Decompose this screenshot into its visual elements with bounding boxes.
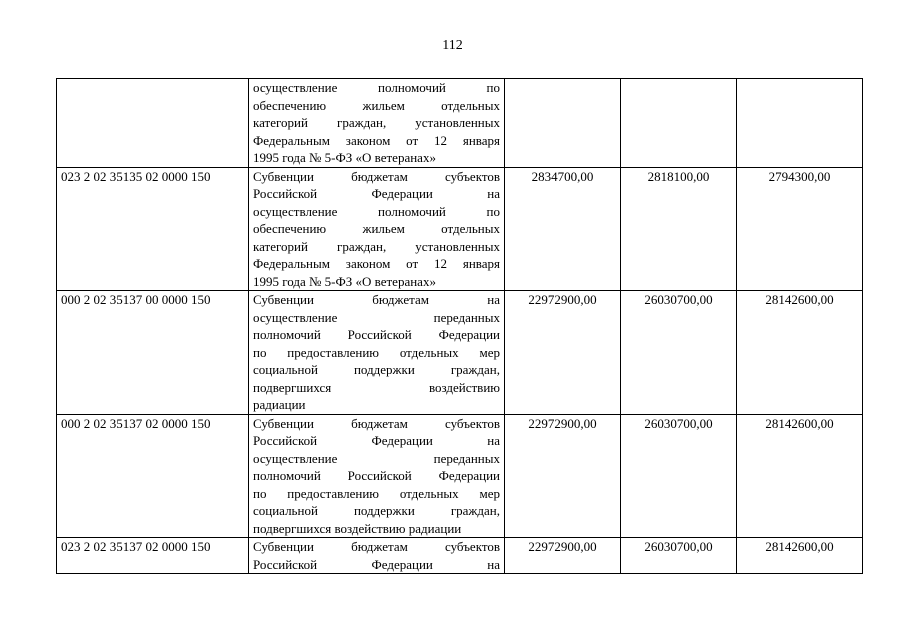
description-line: Субвенции бюджетам на (253, 292, 500, 307)
description-line: осуществление переданных (253, 309, 500, 325)
budget-code-cell: 000 2 02 35137 02 0000 150 (57, 414, 249, 538)
description-cell (249, 414, 505, 538)
table-body (57, 79, 863, 574)
description-line: Российской Федерации на (253, 186, 500, 201)
amount-year-2-cell: 2818100,00 (621, 167, 737, 291)
description-line: Субвенции бюджетам субъектов (253, 168, 500, 184)
description-line: социальной поддержки граждан, (253, 503, 500, 518)
description-line: Федеральным законом от 12 января (253, 256, 500, 271)
description-line: полномочий Российской Федерации (253, 468, 500, 483)
description-line: подвергшихся воздействию радиации (253, 520, 462, 536)
amount-year-2-cell: 26030700,00 (621, 291, 737, 415)
description-line: подвергшихся воздействию (253, 379, 500, 395)
amount-year-1-cell: 22972900,00 (505, 538, 621, 574)
description-line: осуществление переданных (253, 450, 500, 466)
table-row (57, 79, 863, 168)
amount-year-2-cell: 26030700,00 (621, 538, 737, 574)
description-line: Российской Федерации на (253, 433, 500, 448)
description-line: 1995 года № 5-ФЗ «О ветеранах» (253, 150, 436, 165)
table-row (57, 167, 863, 291)
amount-year-1-cell (505, 79, 621, 168)
description-line: обеспечению жильем отдельных (253, 97, 500, 113)
description-line: по предоставлению отдельных мер (253, 344, 500, 360)
description-line: категорий граждан, установленных (253, 115, 500, 130)
table-row (57, 538, 863, 574)
amount-year-1-cell: 2834700,00 (505, 167, 621, 291)
description-line: 1995 года № 5-ФЗ «О ветеранах» (253, 273, 436, 289)
budget-code-cell: 000 2 02 35137 00 0000 150 (57, 291, 249, 415)
amount-year-1-cell: 22972900,00 (505, 291, 621, 415)
amount-year-1-cell: 22972900,00 (505, 414, 621, 538)
description-line: радиации (253, 397, 306, 412)
budget-code-cell (57, 79, 249, 168)
amount-year-3-cell: 2794300,00 (737, 167, 863, 291)
budget-code-cell: 023 2 02 35135 02 0000 150 (57, 167, 249, 291)
description-line: осуществление полномочий по (253, 203, 500, 219)
description-line: полномочий Российской Федерации (253, 327, 500, 342)
description-line: Федеральным законом от 12 января (253, 132, 500, 148)
amount-year-2-cell (621, 79, 737, 168)
description-line: категорий граждан, установленных (253, 238, 500, 254)
description-line: по предоставлению отдельных мер (253, 485, 500, 501)
description-cell (249, 167, 505, 291)
amount-year-3-cell: 28142600,00 (737, 538, 863, 574)
amount-year-3-cell: 28142600,00 (737, 414, 863, 538)
budget-code-cell: 023 2 02 35137 02 0000 150 (57, 538, 249, 574)
description-line: Субвенции бюджетам субъектов (253, 415, 500, 431)
description-cell (249, 79, 505, 168)
table-row (57, 291, 863, 415)
table-row (57, 414, 863, 538)
description-cell (249, 538, 505, 574)
description-line: Российской Федерации на (253, 556, 500, 572)
amount-year-2-cell: 26030700,00 (621, 414, 737, 538)
budget-table (56, 78, 863, 574)
amount-year-3-cell: 28142600,00 (737, 291, 863, 415)
amount-year-3-cell (737, 79, 863, 168)
page-number: 112 (442, 38, 463, 53)
description-line: Субвенции бюджетам субъектов (253, 539, 500, 554)
description-line: обеспечению жильем отдельных (253, 221, 500, 236)
description-cell (249, 291, 505, 415)
description-line: социальной поддержки граждан, (253, 362, 500, 377)
description-line: осуществление полномочий по (253, 80, 500, 95)
